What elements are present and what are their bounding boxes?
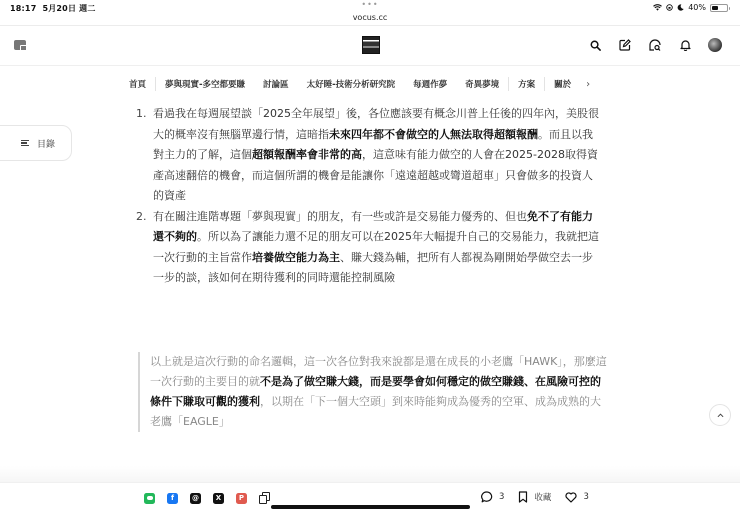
status-bar <box>0 0 740 14</box>
sidebar-toggle-icon[interactable] <box>14 40 28 52</box>
numbered-list <box>133 104 603 289</box>
search-icon[interactable] <box>588 38 602 52</box>
nav-item-technical-analysis[interactable]: 太好睡-技術分析研究院 <box>306 80 396 90</box>
avatar[interactable] <box>708 38 722 52</box>
category-nav <box>120 74 590 94</box>
toc-button[interactable] <box>0 125 72 161</box>
list-text: 有在關注進階專題「夢與現實」的朋友，有一些或許是交易能力優秀的、但也 <box>153 209 527 223</box>
scroll-to-top-button[interactable] <box>709 404 731 426</box>
home-indicator[interactable] <box>271 505 470 509</box>
comment-icon <box>481 491 493 503</box>
heart-icon <box>565 492 577 503</box>
bold-text: 超額報酬率會非常的高 <box>252 148 362 161</box>
chevron-up-icon <box>717 413 724 418</box>
list-text: 。而且以我對主力的了解，這個 <box>153 127 593 161</box>
copy-link-icon[interactable] <box>259 492 270 504</box>
likes-count: 3 <box>583 492 589 502</box>
nav-item-strange-dream[interactable]: 奇異夢境 <box>465 80 500 90</box>
edit-icon[interactable] <box>618 38 632 52</box>
comments-count: 3 <box>499 492 505 502</box>
nav-item-discussion[interactable]: 討論區 <box>263 80 289 90</box>
nav-item-weekly-dream[interactable]: 每週作夢 <box>413 80 448 90</box>
wifi-icon <box>653 4 662 11</box>
content-fade <box>0 466 740 482</box>
battery-percent: 40% <box>688 3 706 12</box>
status-time: 18:17 5月20日 週二 <box>10 4 96 13</box>
share-buttons <box>144 492 270 504</box>
bookmark-button[interactable] <box>518 491 551 503</box>
bold-text: 培養做空能力為主 <box>252 250 340 264</box>
nav-item-plans[interactable]: 方案 <box>518 80 536 90</box>
like-button[interactable] <box>565 492 588 503</box>
bottom-action-bar <box>0 482 740 514</box>
url-text: vocus.cc <box>352 13 388 22</box>
threads-share-icon[interactable]: @ <box>192 493 199 502</box>
bold-text: 免不了有能力還不夠的 <box>153 209 593 243</box>
list-item <box>133 104 603 207</box>
lock-rotation-icon <box>666 4 673 11</box>
url-bar[interactable] <box>0 13 740 26</box>
comments-button[interactable] <box>481 491 504 503</box>
status-indicators <box>653 3 728 12</box>
nav-item-dream-reality[interactable]: 夢與現實-多空都要賺 <box>165 80 246 90</box>
article-actions <box>481 491 589 503</box>
list-text: 。所以為了讓能力還不足的朋友可以在2025年大幅提升自己的交易能力，我就把這一次行動的主旨當作 <box>153 230 599 264</box>
article-body <box>133 104 603 289</box>
header-actions <box>588 38 722 52</box>
nav-item-about[interactable]: 關於 <box>554 80 572 90</box>
list-item <box>133 207 603 289</box>
battery-icon <box>710 4 728 12</box>
app-header <box>0 26 740 66</box>
line-share-icon[interactable] <box>144 493 155 504</box>
bold-text: 未來四年都不會做空的人無法取得超額報酬 <box>329 127 538 141</box>
quote-text: ，以期在「下一個大空頭」到來時能夠成為優秀的空軍、成為成熟的大老鷹「EAGLE」 <box>150 395 601 428</box>
list-number: 1. <box>136 107 147 120</box>
list-text: ，這意味有能力做空的人會在2025-2028取得資產高速翻倍的機會，而這個所謂的機會是能讓你「遠遠超越或彎道超車」只會做多的投資人的資產 <box>153 148 598 202</box>
list-text: 看過我在每週展望談「2025全年展望」後，各位應該要有概念川普上任後的四年內，美股很大的概率沒有無腦單邊行情，這暗指 <box>153 107 599 141</box>
toc-label: 目錄 <box>36 139 55 150</box>
nav-item-home[interactable]: 首頁 <box>129 80 147 90</box>
quote-bold-text: 不是為了做空賺大錢，而是要學會如何穩定的做空賺錢、在風險可控的條件下賺取可觀的獲利 <box>150 375 601 408</box>
list-number: 2. <box>136 209 147 223</box>
toc-list-icon <box>21 140 29 147</box>
list-text: 、賺大錢為輔，把所有人都視為剛開始學做空去一步一步的談，該如何在期待獲利的同時還能控制風險 <box>153 250 593 284</box>
bookmark-label: 收藏 <box>534 493 552 503</box>
blockquote <box>138 352 608 432</box>
bell-icon[interactable] <box>678 38 692 52</box>
multitask-dots[interactable]: ••• <box>361 0 379 9</box>
bookmark-icon <box>518 491 528 503</box>
x-share-icon[interactable]: X <box>213 493 224 504</box>
community-icon[interactable] <box>648 38 662 52</box>
site-logo[interactable] <box>362 36 380 54</box>
plurk-share-icon[interactable]: P <box>236 493 247 504</box>
moon-icon <box>677 4 684 11</box>
quote-text: 以上就是這次行動的命名邏輯，這一次各位對我來說都是還在成長的小老鷹「HAWK」，那麼這一次行動的主要目的就 <box>150 355 607 388</box>
chevron-right-icon[interactable]: › <box>586 78 591 90</box>
facebook-share-icon[interactable]: f <box>167 493 178 504</box>
